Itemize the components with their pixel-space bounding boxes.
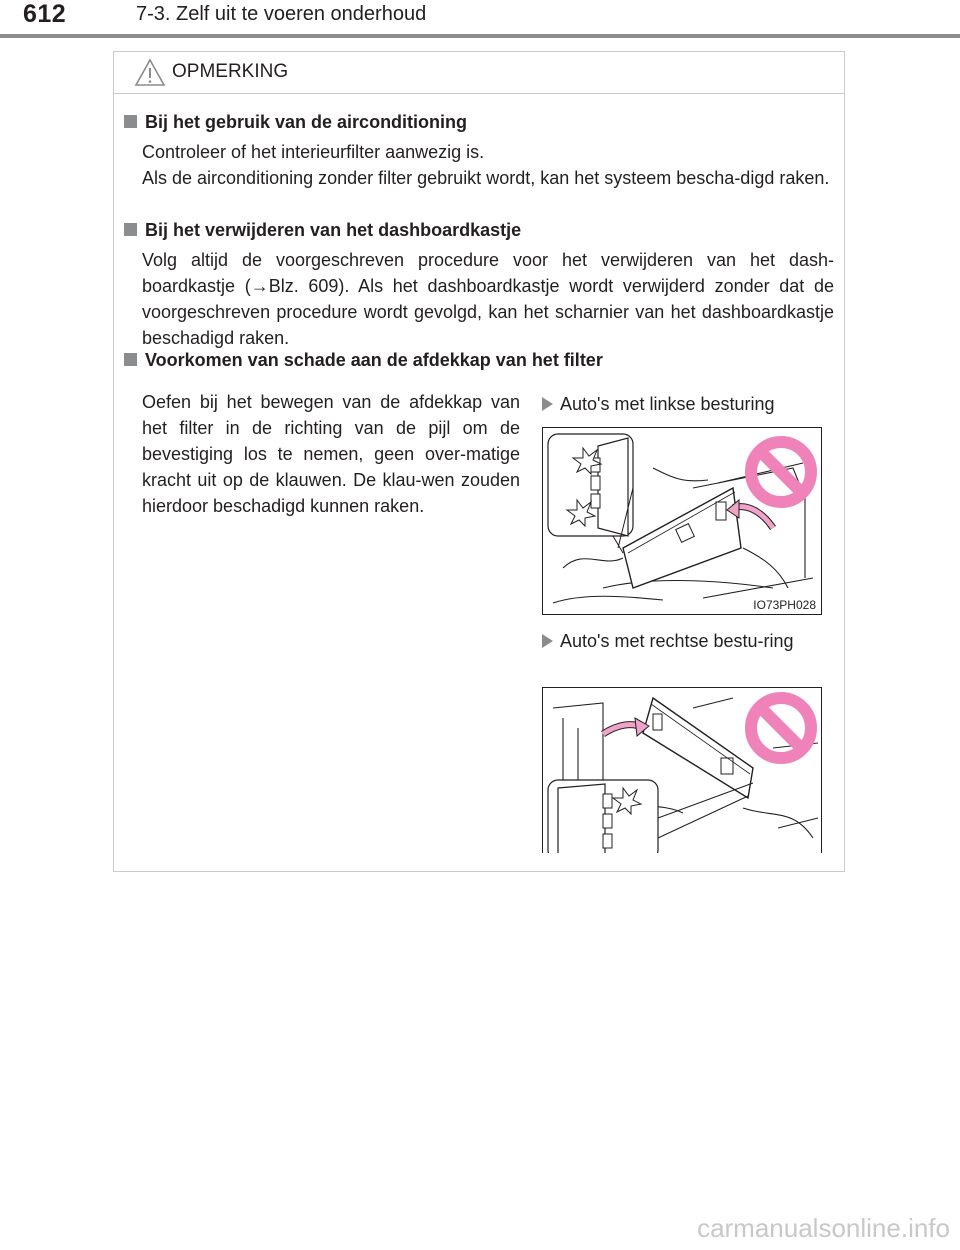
item-title-airco: Bij het gebruik van de airconditioning xyxy=(124,112,467,133)
header-rule xyxy=(0,34,960,38)
item-text-filter-cover: Oefen bij het bewegen van de afdekkap van het filter in de richting van de pijl om de bevestiging los te nemen, geen over-matige kracht uit op de klauwen. De klau-wen zouden hierdoor beschadigd kunnen raken. xyxy=(142,392,520,516)
item-text-airco xyxy=(142,139,834,191)
filter-cover-lhd-illustration xyxy=(543,428,822,615)
bullet-square-icon xyxy=(124,353,137,366)
filter-cover-rhd-illustration xyxy=(543,688,822,853)
item-text-dashboard xyxy=(142,247,834,351)
paragraph-line: Volg altijd de voorgeschreven procedure voor het verwijderen van het dash-boardkastje (→Blz. 609). Als het dashboardkastje wordt verwijderd zonder dat de voorgeschreven procedure wordt gevolgd, kan het scharnier van het dashboardkastje beschadigd raken. xyxy=(142,250,834,348)
item-title-dashboard: Bij het verwijderen van het dashboardkastje xyxy=(124,220,521,241)
figure-code: IO73PH028 xyxy=(753,598,816,612)
warning-icon xyxy=(134,58,166,87)
notice-header xyxy=(114,52,844,94)
watermark: carmanualsonline.info xyxy=(697,1213,950,1243)
variant-right-hand-drive: Auto's met rechtse bestu-ring xyxy=(542,628,830,654)
paragraph-line: Als de airconditioning zonder filter gebruikt wordt, kan het systeem bescha-digd raken. xyxy=(142,168,830,188)
bullet-arrow-icon xyxy=(542,634,553,648)
bullet-square-icon xyxy=(124,115,137,128)
notice-label: OPMERKING xyxy=(172,61,289,82)
prohibited-icon xyxy=(751,442,811,502)
prohibited-icon xyxy=(751,698,811,758)
bullet-square-icon xyxy=(124,223,137,236)
illustration-left-hand-drive xyxy=(542,427,822,615)
paragraph-line: Controleer of het interieurfilter aanwezig is. xyxy=(142,142,485,162)
variant-left-hand-drive: Auto's met linkse besturing xyxy=(542,391,830,417)
illustration-right-hand-drive xyxy=(542,687,822,853)
item-title-filter-cover: Voorkomen van schade aan de afdekkap van het filter xyxy=(124,350,603,371)
bullet-arrow-icon xyxy=(542,397,553,411)
section-title: 7-3. Zelf uit te voeren onderhoud xyxy=(136,3,427,25)
notice-box xyxy=(113,51,845,872)
page-number: 612 xyxy=(23,0,67,28)
